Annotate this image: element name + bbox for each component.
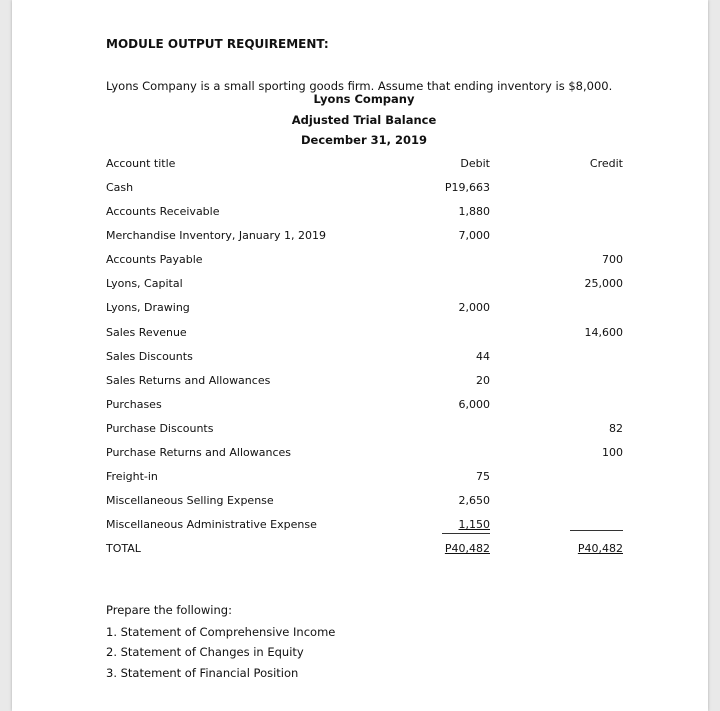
- instructions-title: Prepare the following:: [106, 603, 232, 617]
- account-title: Purchase Returns and Allowances: [106, 446, 291, 459]
- account-title: Sales Revenue: [106, 326, 187, 339]
- debit-amount: 1,150: [458, 518, 490, 531]
- instruction-item: 3. Statement of Financial Position: [106, 666, 299, 680]
- account-title: Sales Returns and Allowances: [106, 374, 271, 387]
- debit-amount: 44: [476, 350, 490, 363]
- col-header-debit: Debit: [460, 157, 490, 170]
- account-title: Sales Discounts: [106, 350, 193, 363]
- debit-amount: 7,000: [458, 229, 490, 242]
- account-title: Accounts Receivable: [106, 205, 220, 218]
- credit-amount: 14,600: [584, 326, 623, 339]
- debit-amount: 1,880: [458, 205, 490, 218]
- account-title: Purchases: [106, 398, 162, 411]
- debit-amount: 2,000: [458, 301, 490, 314]
- account-title: Miscellaneous Selling Expense: [106, 494, 274, 507]
- instruction-item: 1. Statement of Comprehensive Income: [106, 625, 336, 639]
- credit-amount: 700: [602, 253, 623, 266]
- account-title: Miscellaneous Administrative Expense: [106, 518, 317, 531]
- instruction-item: 2. Statement of Changes in Equity: [106, 645, 304, 659]
- company-name: Lyons Company: [313, 92, 415, 106]
- col-header-credit: Credit: [589, 157, 623, 170]
- credit-amount: 25,000: [584, 277, 623, 290]
- account-title: Purchase Discounts: [106, 422, 214, 435]
- credit-amount: 82: [609, 422, 623, 435]
- total-label: TOTAL: [106, 542, 141, 555]
- module-heading: MODULE OUTPUT REQUIREMENT:: [106, 37, 329, 51]
- debit-amount: 6,000: [458, 398, 490, 411]
- credit-subtotal-rule: [570, 530, 623, 531]
- intro-paragraph: Lyons Company is a small sporting goods firm. Assume that ending inventory is $8,000.: [106, 79, 613, 93]
- statement-title: Adjusted Trial Balance: [291, 113, 437, 127]
- debit-subtotal-rule: [442, 533, 490, 534]
- credit-amount: 100: [602, 446, 623, 459]
- debit-amount: 2,650: [458, 494, 490, 507]
- total-credit: P40,482: [577, 542, 623, 555]
- col-header-account: Account title: [106, 157, 176, 170]
- total-debit: P40,482: [444, 542, 490, 555]
- debit-amount: P19,663: [444, 181, 490, 194]
- account-title: Accounts Payable: [106, 253, 203, 266]
- account-title: Merchandise Inventory, January 1, 2019: [106, 229, 327, 242]
- account-title: Cash: [106, 181, 134, 194]
- debit-amount: 20: [476, 374, 490, 387]
- document-page: [12, 0, 708, 711]
- account-title: Lyons, Capital: [106, 277, 183, 290]
- debit-amount: 75: [476, 470, 490, 483]
- account-title: Lyons, Drawing: [106, 301, 190, 314]
- account-title: Freight-in: [106, 470, 158, 483]
- statement-date: December 31, 2019: [300, 133, 428, 147]
